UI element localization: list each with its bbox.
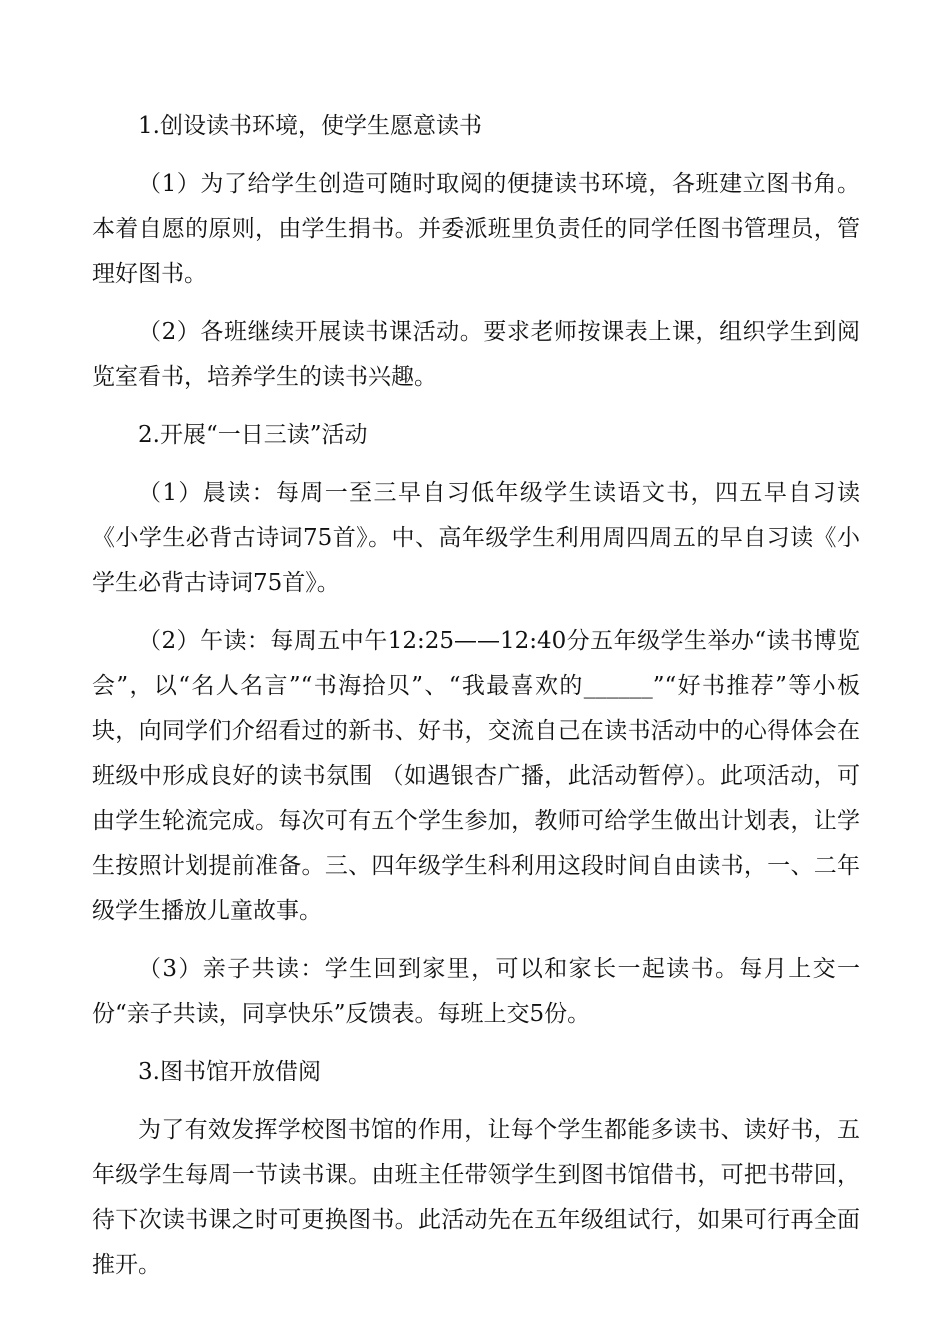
heading-three-reads: 2.开展“一日三读”活动 bbox=[138, 422, 368, 448]
paragraph-noon-reading: （2）午读：每周五中午12:25——12:40分五年级学生举办“读书博览会”，以“名人名言”“书海拾贝”、“我最喜欢的______”“好书推荐”等小板块，向同学们介绍看过的新书、好书，交流自己在读书活动中的心得体会在班级中形成良好的读书氛围 （如遇银杏广播，此活动暂停）。此项活动，可由学生轮流完成。每次可有五个学生参加，教师可给学生做出计划表，让学生按照计划提前准备。三、四年级学生科利用这段时间自由读书，一、二年级学生播放儿童故事。 bbox=[92, 628, 860, 924]
heading-create-environment: 1.创设读书环境，使学生愿意读书 bbox=[138, 113, 482, 139]
document-body bbox=[92, 104, 860, 1288]
paragraph-morning-reading: （1）晨读：每周一至三早自习低年级学生读语文书，四五早自习读《小学生必背古诗词75首》。中、高年级学生利用周四周五的早自习读《小学生必背古诗词75首》。 bbox=[92, 480, 860, 596]
paragraph-library-lending: 为了有效发挥学校图书馆的作用，让每个学生都能多读书、读好书，五年级学生每周一节读书课。由班主任带领学生到图书馆借书，可把书带回，待下次读书课之时可更换图书。此活动先在五年级组试行，如果可行再全面推开。 bbox=[92, 1117, 860, 1278]
heading-library-lending: 3.图书馆开放借阅 bbox=[138, 1059, 321, 1085]
paragraph-book-corner: （1）为了给学生创造可随时取阅的便捷读书环境，各班建立图书角。本着自愿的原则，由学生捐书。并委派班里负责任的同学任图书管理员，管理好图书。 bbox=[92, 171, 860, 287]
paragraph-parent-child-reading: （3）亲子共读：学生回到家里，可以和家长一起读书。每月上交一份“亲子共读，同享快乐”反馈表。每班上交5份。 bbox=[92, 956, 860, 1027]
paragraph-reading-class: （2）各班继续开展读书课活动。要求老师按课表上课，组织学生到阅览室看书，培养学生的读书兴趣。 bbox=[92, 319, 860, 390]
